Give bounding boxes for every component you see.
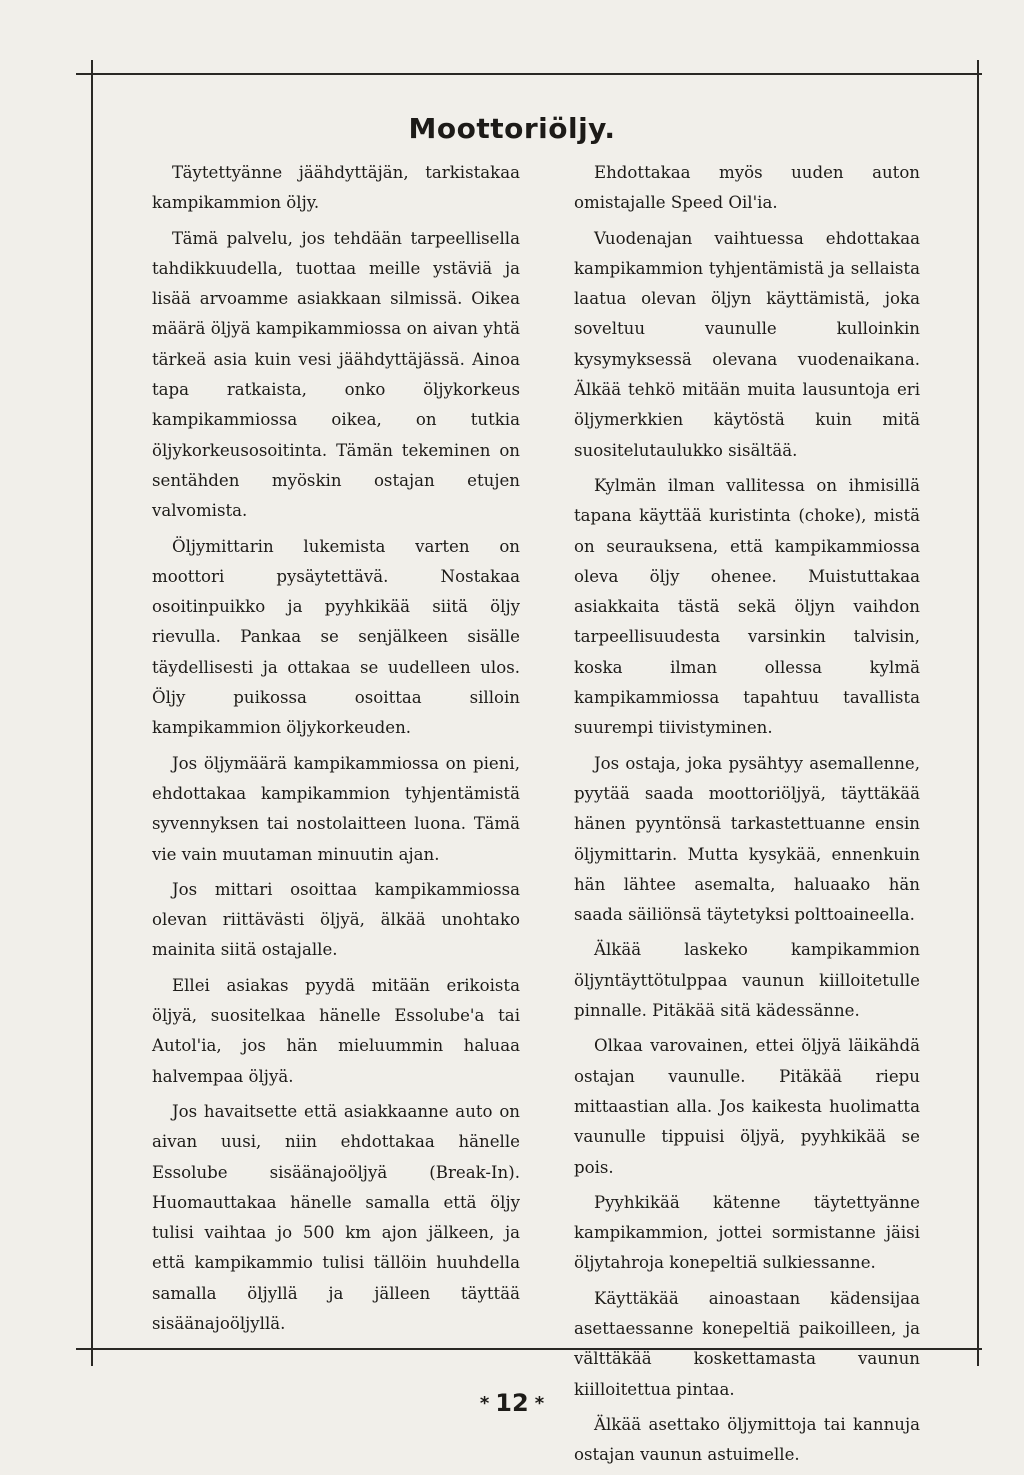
page-number: 12 <box>495 1389 529 1417</box>
corner-tick <box>91 60 93 70</box>
frame-right-rule <box>977 66 979 1366</box>
paragraph: Ellei asiakas pyydä mitään erikoista öljyä, suositelkaa hänelle Essolube'a tai Autol'ia, jos hän mieluummin haluaa halvempaa öljyä. <box>152 975 520 1086</box>
paragraph: Täytettyänne jäähdyttäjän, tarkistakaa kampikammion öljy. <box>152 163 520 213</box>
paragraph: Älkää laskeko kampikammion öljyntäyttötulppaa vaunun kiilloitetulle pinnalle. Pitäkää sitä kädessänne. <box>574 940 920 1021</box>
paragraph: Jos öljymäärä kampikammiossa on pieni, ehdottakaa kampikammion tyhjentämistä syvennyksen tai nostolaitteen luona. Tämä vie vain muutaman minuutin ajan. <box>152 753 520 864</box>
page-title: Moottoriöljy. <box>408 112 616 145</box>
frame-top-rule <box>76 73 982 75</box>
frame-left-rule <box>91 66 93 1366</box>
paragraph: Vuodenajan vaihtuessa ehdottakaa kampikammion tyhjentämistä ja sellaista laatua olevan öljyn käyttämistä, joka soveltuu vaunulle kulloinkin kysymyksessä olevana vuodenaikana. Älkää tehkö mitään muita lausuntoja eri öljymerkkien käytöstä kuin mitä suositelutaulukko sisältää. <box>574 228 920 460</box>
paragraph: Käyttäkää ainoastaan kädensijaa asettaessanne konepeltiä paikoilleen, ja välttäkää koskettamasta vaunun kiilloitettua pintaa. <box>574 1288 920 1399</box>
paragraph: Pyyhkikää kätenne täytettyänne kampikammion, jottei sormistanne jäisi öljytahroja konepeltiä sulkiessanne. <box>574 1192 920 1273</box>
paragraph: Älkää asettako öljymittoja tai kannuja ostajan vaunun astuimelle. <box>574 1414 920 1465</box>
paragraph: Olkaa varovainen, ettei öljyä läikähdä ostajan vaunulle. Pitäkää riepu mittaastian alla. Jos kaikesta huolimatta vaunulle tippuisi öljyä, pyyhkikää se pois. <box>574 1036 920 1177</box>
star-ornament-icon: * <box>534 1393 545 1414</box>
paragraph: Jos mittari osoittaa kampikammiossa olevan riittävästi öljyä, älkää unohtako mainita siitä ostajalle. <box>152 879 520 960</box>
paragraph: Öljymittarin lukemista varten on moottori pysäytettävä. Nostakaa osoitinpuikko ja pyyhkikää siitä öljy rievulla. Pankaa se senjälkeen sisälle täydellisesti ja ottakaa se uudelleen ulos. Öljy puikossa osoittaa silloin kampikammion öljykorkeuden. <box>152 536 520 738</box>
left-column <box>152 158 520 1344</box>
paragraph: Ehdottakaa myös uuden auton omistajalle Speed Oil'ia. <box>574 163 920 213</box>
page-footer <box>0 1389 1024 1417</box>
paragraph: Jos ostaja, joka pysähtyy asemallenne, pyytää saada moottoriöljyä, täyttäkää hänen pyyntönsä tarkastettuanne ensin öljymittarin. Mutta kysykää, ennenkuin hän lähtee asemalta, haluaako hän saada säiliönsä täytetyksi polttoaineella. <box>574 753 920 925</box>
corner-tick <box>91 1352 93 1362</box>
corner-tick <box>977 1352 979 1362</box>
star-ornament-icon: * <box>479 1393 490 1414</box>
right-column <box>574 158 920 1475</box>
paragraph: Kylmän ilman vallitessa on ihmisillä tapana käyttää kuristinta (choke), mistä on seurauksena, että kampikammiossa oleva öljy ohenee. Muistuttakaa asiakkaita tästä sekä öljyn vaihdon tarpeellisuudesta varsinkin talvisin, koska ilman ollessa kylmä kampikammiossa tapahtuu tavallista suurempi tiivistyminen. <box>574 475 920 738</box>
paragraph: Jos havaitsette että asiakkaanne auto on aivan uusi, niin ehdottakaa hänelle Essolube sisäänajoöljyä (Break-In). Huomauttakaa hänelle samalla että öljy tulisi vaihtaa jo 500 km ajon jälkeen, ja että kampikammio tulisi tällöin huuhdella samalla öljyllä ja jälleen täyttää sisäänajoöljyllä. <box>152 1101 520 1333</box>
corner-tick <box>977 60 979 70</box>
paragraph: Tämä palvelu, jos tehdään tarpeellisella tahdikkuudella, tuottaa meille ystäviä ja lisää arvoamme asiakkaan silmissä. Oikea määrä öljyä kampikammiossa on aivan yhtä tärkeä asia kuin vesi jäähdyttäjässä. Ainoa tapa ratkaista, onko öljykorkeus kampikammiossa oikea, on tutkia öljykorkeusosoitinta. Tämän tekeminen on sentähden myöskin ostajan etujen valvomista. <box>152 228 520 521</box>
